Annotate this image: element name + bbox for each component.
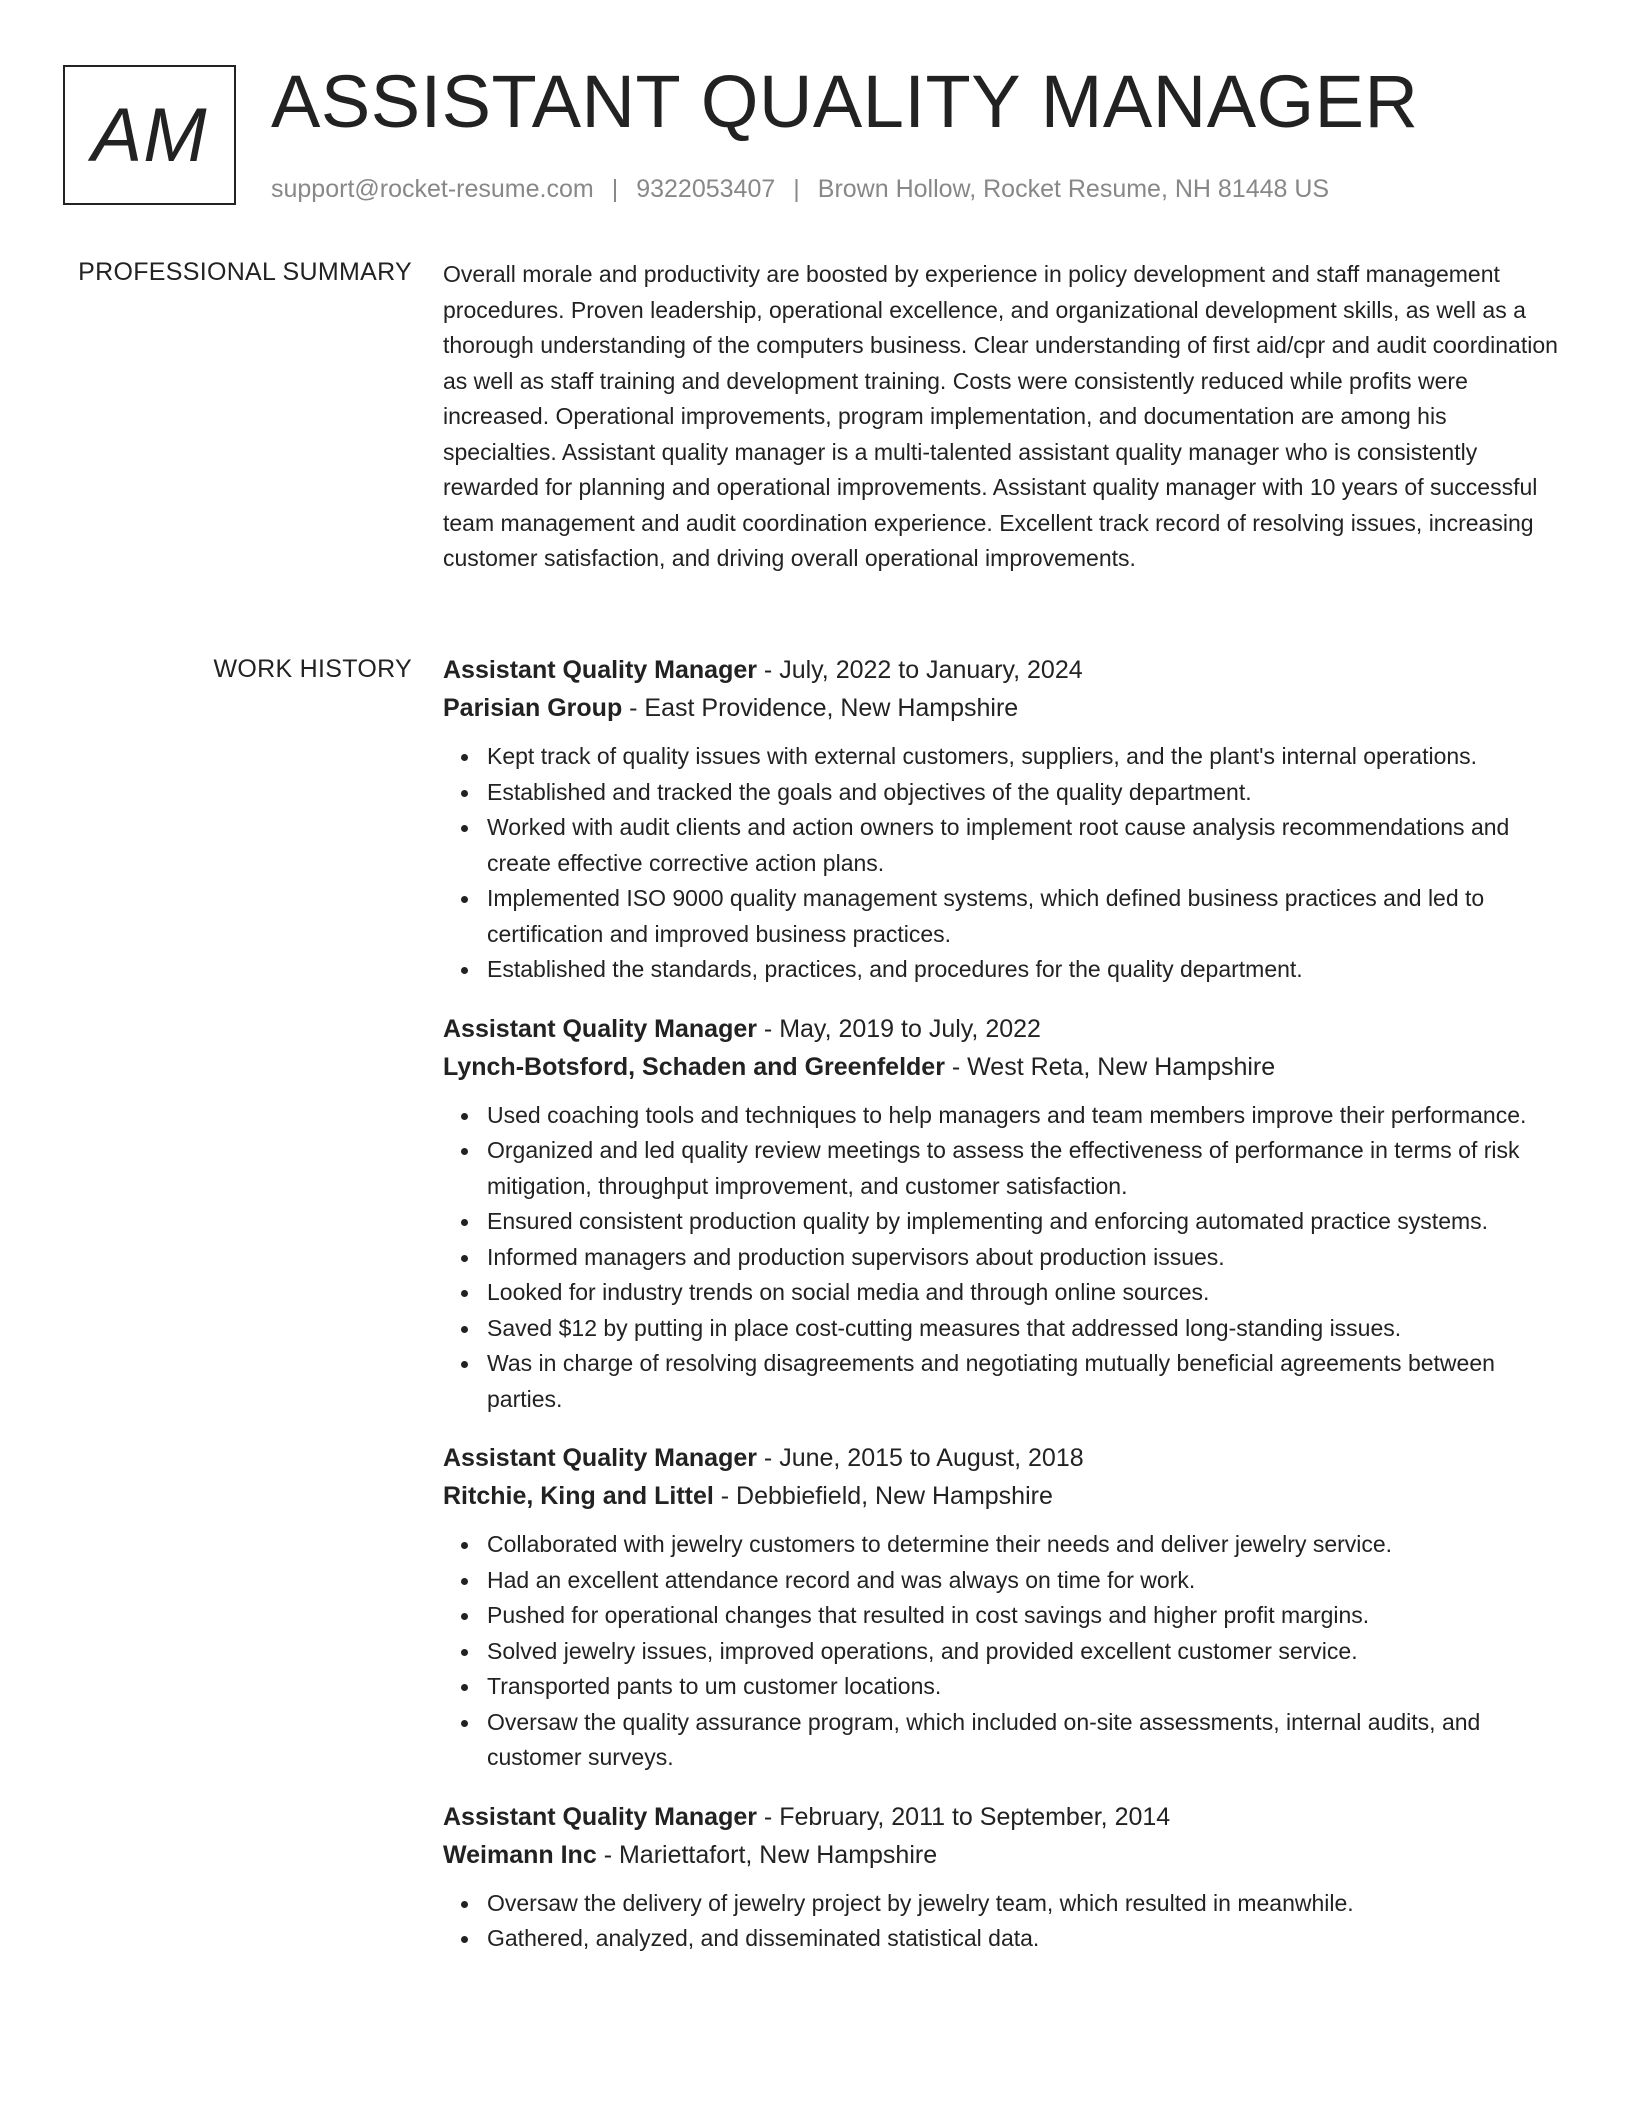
- job-location: - Debbiefield, New Hampshire: [713, 1482, 1053, 1510]
- job-company: Parisian Group: [443, 694, 623, 722]
- contact-email[interactable]: support@rocket-resume.com: [271, 175, 594, 203]
- job-company: Ritchie, King and Littel: [443, 1482, 714, 1510]
- job-company-line: [443, 1048, 1563, 1086]
- contact-address: Brown Hollow, Rocket Resume, NH 81448 US: [817, 175, 1330, 203]
- summary-heading: PROFESSIONAL SUMMARY: [78, 258, 412, 286]
- resume-name-title: ASSISTANT QUALITY MANAGER: [271, 60, 1419, 143]
- job-bullet: Ensured consistent production quality by implementing and enforcing automated practice systems.: [487, 1204, 1563, 1240]
- job-bullet: Used coaching tools and techniques to help managers and team members improve their performance.: [487, 1098, 1563, 1134]
- job-bullet-list: [443, 739, 1563, 988]
- job-dates: - June, 2015 to August, 2018: [756, 1444, 1084, 1472]
- job-dates: - July, 2022 to January, 2024: [756, 656, 1083, 684]
- job-dates: - February, 2011 to September, 2014: [756, 1802, 1171, 1831]
- contact-separator: |: [611, 175, 619, 203]
- job-entry: [443, 651, 1563, 988]
- job-title-line: [443, 651, 1563, 689]
- job-location: - Mariettafort, New Hampshire: [596, 1840, 938, 1869]
- job-title: Assistant Quality Manager: [443, 1444, 757, 1472]
- contact-phone[interactable]: 9322053407: [636, 175, 776, 203]
- job-title-line: [443, 1010, 1563, 1048]
- job-bullet: Established the standards, practices, and procedures for the quality department.: [487, 952, 1563, 988]
- job-entry: [443, 1798, 1563, 1957]
- job-bullet: Oversaw the delivery of jewelry project by jewelry team, which resulted in meanwhile.: [487, 1886, 1563, 1922]
- job-entry: [443, 1010, 1563, 1418]
- job-bullet: Implemented ISO 9000 quality management systems, which defined business practices and led to certification and improved business practices.: [487, 881, 1563, 952]
- job-bullet: Had an excellent attendance record and was always on time for work.: [487, 1563, 1563, 1599]
- job-bullet: Saved $12 by putting in place cost-cutting measures that addressed long-standing issues.: [487, 1311, 1563, 1347]
- job-company-line: [443, 1836, 1563, 1874]
- contact-separator: |: [793, 175, 800, 203]
- job-location: - East Providence, New Hampshire: [622, 694, 1019, 722]
- job-company-line: [443, 1477, 1563, 1515]
- job-bullet: Solved jewelry issues, improved operations, and provided excellent customer service.: [487, 1634, 1563, 1670]
- job-bullet: Looked for industry trends on social media and through online sources.: [487, 1275, 1563, 1311]
- job-company: Lynch-Botsford, Schaden and Greenfelder: [443, 1052, 945, 1081]
- job-bullet: Organized and led quality review meetings to assess the effectiveness of performance in terms of risk mitigation, throughput improvement, and customer satisfaction.: [487, 1133, 1563, 1204]
- job-bullet: Gathered, analyzed, and disseminated statistical data.: [487, 1921, 1563, 1957]
- job-entry: [443, 1439, 1563, 1776]
- contact-line: [271, 172, 1329, 206]
- job-bullet-list: [443, 1098, 1563, 1418]
- job-bullet: Collaborated with jewelry customers to determine their needs and deliver jewelry service.: [487, 1527, 1563, 1563]
- job-location: - West Reta, New Hampshire: [944, 1052, 1276, 1081]
- job-bullet: Was in charge of resolving disagreements and negotiating mutually beneficial agreements between parties.: [487, 1346, 1563, 1417]
- job-bullet: Informed managers and production supervisors about production issues.: [487, 1240, 1563, 1276]
- job-bullet: Established and tracked the goals and objectives of the quality department.: [487, 775, 1563, 811]
- job-bullet: Worked with audit clients and action owners to implement root cause analysis recommendations and create effective corrective action plans.: [487, 810, 1563, 881]
- job-dates: - May, 2019 to July, 2022: [756, 1014, 1041, 1043]
- job-bullet: Kept track of quality issues with external customers, suppliers, and the plant's internal operations.: [487, 739, 1563, 775]
- summary-body: [443, 257, 1563, 577]
- job-title-line: [443, 1798, 1563, 1836]
- job-company: Weimann Inc: [443, 1840, 597, 1869]
- job-title: Assistant Quality Manager: [443, 656, 757, 684]
- job-bullet-list: [443, 1527, 1563, 1776]
- job-bullet: Transported pants to um customer locations.: [487, 1669, 1563, 1705]
- job-bullet: Oversaw the quality assurance program, which included on-site assessments, internal audits, and customer surveys.: [487, 1705, 1563, 1776]
- initials-monogram: AM: [63, 65, 236, 205]
- job-title: Assistant Quality Manager: [443, 1802, 757, 1831]
- summary-text: Overall morale and productivity are boosted by experience in policy development and staff management procedures. Proven leadership, operational excellence, and organizational development skills, as well as a thorough understanding of the computers business. Clear understanding of first aid/cpr and audit coordination as well as staff training and development training. Costs were consistently reduced while profits were increased. Operational improvements, program implementation, and documentation are among his specialties. Assistant quality manager is a multi-talented assistant quality manager who is consistently rewarded for planning and operational improvements. Assistant quality manager with 10 years of successful team management and audit coordination experience. Excellent track record of resolving issues, increasing customer satisfaction, and driving overall operational improvements.: [443, 261, 1558, 571]
- job-title-line: [443, 1439, 1563, 1477]
- work-history-body: [443, 651, 1563, 1979]
- job-title: Assistant Quality Manager: [443, 1014, 757, 1043]
- job-bullet: Pushed for operational changes that resulted in cost savings and higher profit margins.: [487, 1598, 1563, 1634]
- job-company-line: [443, 689, 1563, 727]
- job-bullet-list: [443, 1886, 1563, 1957]
- work-history-heading: WORK HISTORY: [213, 655, 412, 683]
